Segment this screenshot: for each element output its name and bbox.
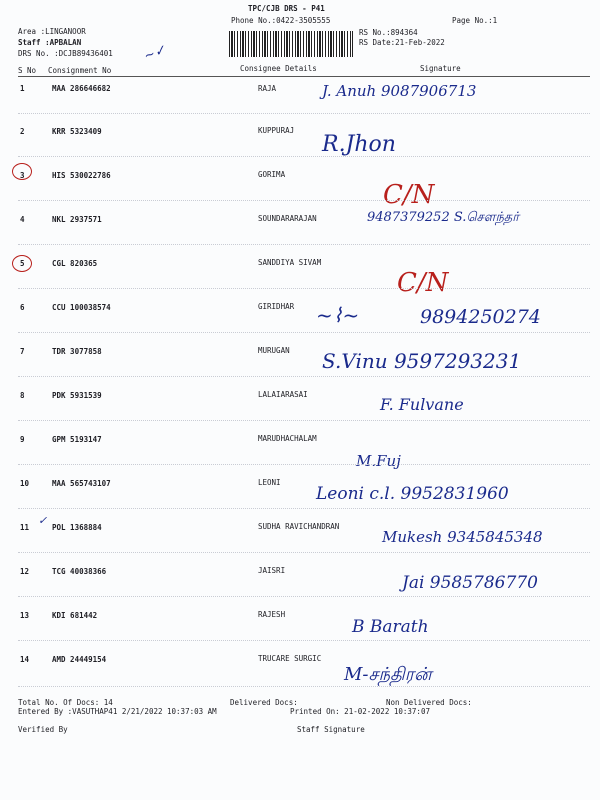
row-consignee: LEONI — [258, 478, 281, 487]
row-consignee: TRUCARE SURGIC — [258, 654, 322, 663]
row-signature: 9894250274 — [420, 306, 541, 328]
staff-label: Staff :APBALAN — [18, 38, 82, 47]
row-sno: 1 — [20, 84, 25, 93]
row-sno: 5 — [20, 259, 25, 268]
delivered-docs: Delivered Docs: — [230, 698, 298, 707]
row-consignee: RAJA — [258, 84, 277, 93]
row-consignment: CCU 100038574 — [52, 303, 111, 312]
rs-number: RS No.:894364 — [359, 28, 418, 37]
total-docs: Total No. Of Docs: 14 — [18, 698, 113, 707]
col-signature: Signature — [420, 64, 461, 73]
row-signature: M-சந்திரன் — [344, 664, 432, 685]
row-signature: C/N — [383, 180, 435, 210]
phone-number: Phone No.:0422-3505555 — [231, 16, 331, 25]
row-consignment: PDK 5931539 — [52, 391, 102, 400]
rs-date: RS Date:21-Feb-2022 — [359, 38, 445, 47]
row-consignee: MARUDHACHALAM — [258, 434, 317, 443]
row-consignee: LALAIARASAI — [258, 390, 308, 399]
drs-title: TPC/CJB DRS - P41 — [248, 4, 325, 13]
row-sno: 6 — [20, 303, 25, 312]
row-consignee: KUPPURAJ — [258, 126, 295, 135]
col-consignee: Consignee Details — [240, 64, 317, 73]
row-signature: F. Fulvane — [380, 395, 464, 414]
row-sno: 2 — [20, 127, 25, 136]
entered-by: Entered By :VASUTHAP41 2/21/2022 10:37:03 AM — [18, 707, 217, 716]
row-signature: M.Fuj — [356, 452, 401, 470]
row-signature: Jai 9585786770 — [402, 573, 538, 593]
row-consignee: GORIMA — [258, 170, 286, 179]
row-sno: 7 — [20, 347, 25, 356]
row-consignee: SANDDIYA SIVAM — [258, 258, 322, 267]
row-sno: 9 — [20, 435, 25, 444]
row-signature: 9487379252 S.சௌந்தர் — [367, 210, 520, 225]
row-consignment: AMD 24449154 — [52, 655, 107, 664]
row-signature: R.Jhon — [322, 132, 396, 157]
row-consignment: TDR 3077858 — [52, 347, 102, 356]
row-sno: 13 — [20, 611, 30, 620]
row-consignment: CGL 820365 — [52, 259, 98, 268]
row-sno: 14 — [20, 655, 30, 664]
row-consignee: RAJESH — [258, 610, 286, 619]
row-consignment: NKL 2937571 — [52, 215, 102, 224]
row-signature: J. Anuh 9087906713 — [322, 82, 477, 100]
scribble: ~⌇~ — [316, 303, 360, 327]
row-signature: C/N — [397, 268, 449, 298]
row-sno: 12 — [20, 567, 30, 576]
col-sno: S No — [18, 66, 37, 75]
check-mark: ✓ — [38, 514, 48, 527]
row-consignee: SOUNDARARAJAN — [258, 214, 317, 223]
row-consignment: GPM 5193147 — [52, 435, 102, 444]
row-consignment: POL 1368884 — [52, 523, 102, 532]
staff-initials-scribble: ~✓ — [142, 42, 168, 65]
printed-on: Printed On: 21-02-2022 10:37:07 — [290, 707, 430, 716]
non-delivered-docs: Non Delivered Docs: — [386, 698, 472, 707]
row-sno: 11 — [20, 523, 30, 532]
row-consignment: MAA 565743107 — [52, 479, 111, 488]
row-consignee: SUDHA RAVICHANDRAN — [258, 522, 340, 531]
col-consignment: Consignment No — [48, 66, 112, 75]
row-signature: B Barath — [352, 617, 429, 637]
area-label: Area :LINGANOOR — [18, 27, 86, 36]
page-number: Page No.:1 — [452, 16, 498, 25]
row-consignment: TCG 40038366 — [52, 567, 107, 576]
verified-by: Verified By — [18, 725, 68, 734]
row-consignee: GIRIDHAR — [258, 302, 295, 311]
row-consignee: MURUGAN — [258, 346, 290, 355]
row-signature: S.Vinu 9597293231 — [322, 349, 522, 373]
row-sno: 3 — [20, 171, 25, 180]
staff-signature-label: Staff Signature — [297, 725, 365, 734]
row-signature: Mukesh 9345845348 — [382, 528, 543, 546]
row-consignment: KDI 681442 — [52, 611, 98, 620]
row-consignment: KRR 5323409 — [52, 127, 102, 136]
row-consignee: JAISRI — [258, 566, 286, 575]
row-consignment: MAA 286646682 — [52, 84, 111, 93]
drs-number: DRS No. :DCJB89436401 — [18, 49, 113, 58]
row-consignment: HIS 530022786 — [52, 171, 111, 180]
row-sno: 8 — [20, 391, 25, 400]
row-sno: 4 — [20, 215, 25, 224]
row-sno: 10 — [20, 479, 30, 488]
barcode — [229, 31, 353, 57]
row-signature: Leoni c.l. 9952831960 — [316, 484, 509, 504]
